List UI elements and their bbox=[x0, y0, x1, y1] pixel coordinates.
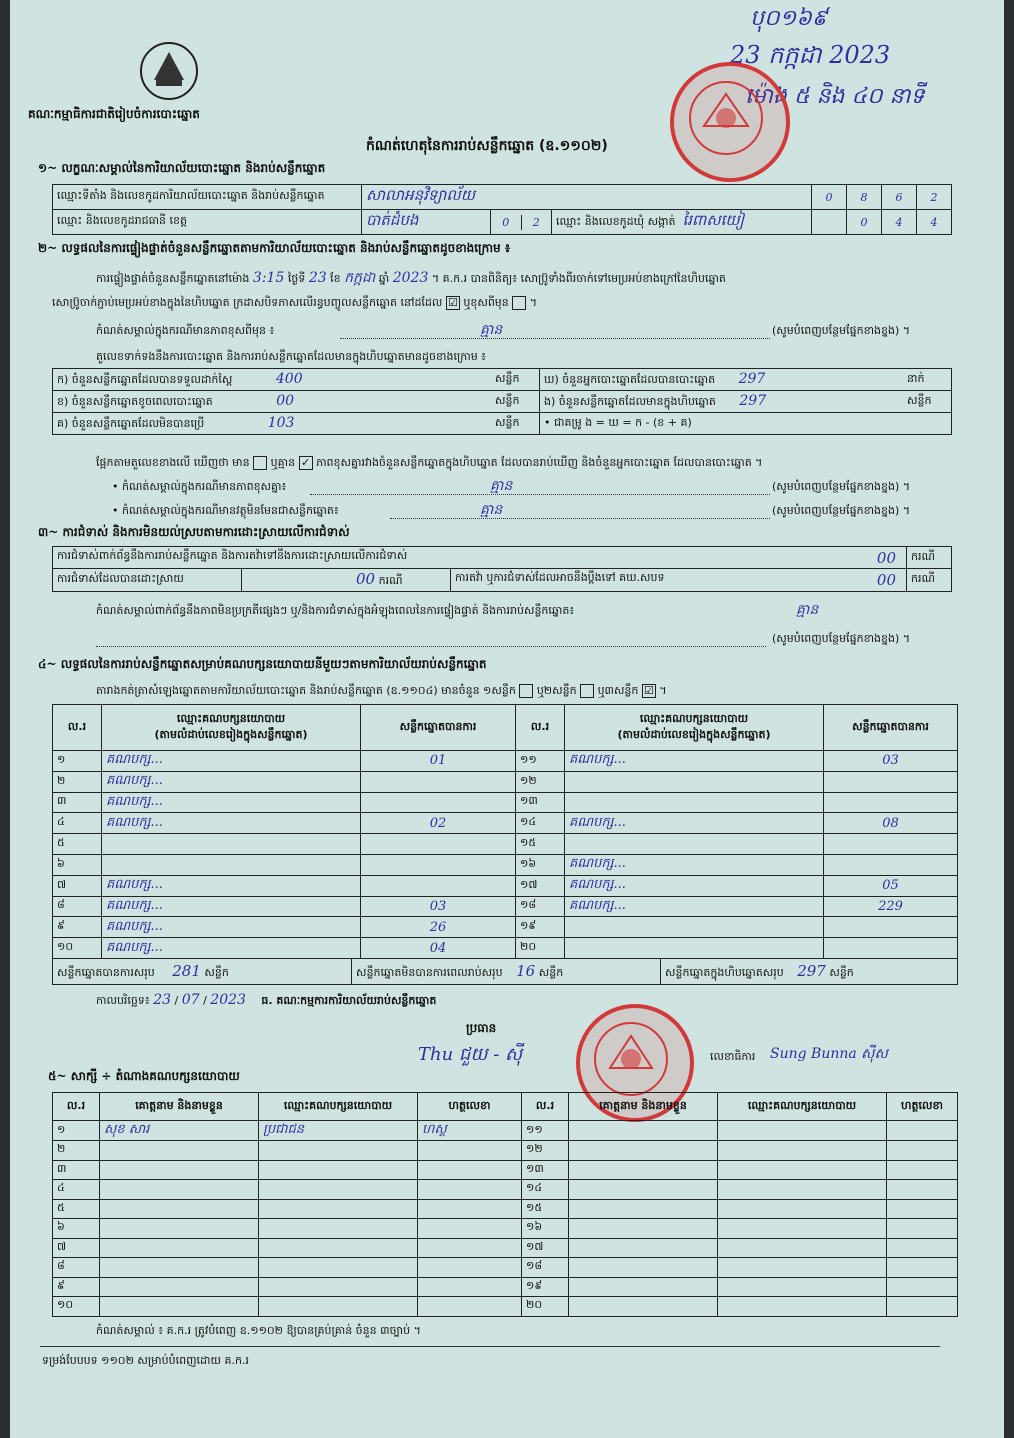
table-row bbox=[53, 875, 958, 896]
office-code-digit: 8 bbox=[847, 185, 882, 210]
witness-name bbox=[100, 1277, 259, 1297]
table-row bbox=[53, 938, 958, 959]
witness-number: ១៩ bbox=[522, 1277, 569, 1297]
ballots-received: 400 bbox=[275, 370, 303, 387]
commune-code-digit: 0 bbox=[847, 210, 882, 235]
office-code-digit: 6 bbox=[882, 185, 917, 210]
witness-name bbox=[100, 1297, 259, 1317]
party-name: គណបក្ស... bbox=[565, 875, 824, 896]
witness-name bbox=[100, 1258, 259, 1278]
invalid-total: 16 bbox=[516, 961, 536, 980]
party-name: គណបក្ស... bbox=[102, 751, 361, 772]
table-row bbox=[53, 1180, 958, 1200]
witness-signature bbox=[887, 1277, 958, 1297]
witness-party bbox=[718, 1199, 887, 1219]
formula: • ជាគម្រូ ង = ឃ = ក - (ខ + គ) bbox=[540, 413, 952, 435]
party-number: ១៧ bbox=[516, 875, 565, 896]
party-name bbox=[565, 834, 824, 855]
party-number: ១២ bbox=[516, 771, 565, 792]
section-1-table bbox=[52, 184, 952, 235]
witness-table: ល.រ គោត្តនាម និងនាមខ្លួន ឈ្មោះគណបក្សនយោបាយ ហត្ថលេខា ល.រ គោត្តនាម និងនាមខ្លួន ឈ្មោះគណបក្សនយោបាយ ហត្ថលេខា ១ សុខ សារ ប្រជាជន ហស្ថ ១១ ២ ១២ ៣ ១៣ ៤ ១៤ ៥ ១៥ ៦ ១៦ ៧ ១៧ ៨ ១៨ ៩ ១៩ ១០ ២០ bbox=[52, 1092, 958, 1317]
witness-number: ២ bbox=[53, 1141, 100, 1161]
witness-name bbox=[100, 1199, 259, 1219]
party-number: ២ bbox=[53, 771, 102, 792]
party-name: គណបក្ស... bbox=[102, 813, 361, 834]
note-hint: (សូមបំពេញបន្ថែមផ្នែកខាងខ្នង) ។ bbox=[772, 504, 911, 517]
note-change-label: កំណត់សម្គាល់ក្នុងករណីមានភាពខុសពីមុន ៖ bbox=[96, 324, 275, 337]
party-name bbox=[102, 854, 361, 875]
verify-year: 2023 bbox=[392, 270, 429, 286]
verify-month: កក្កដា bbox=[344, 270, 376, 286]
party-votes bbox=[361, 875, 516, 896]
table-row bbox=[53, 813, 958, 834]
unchanged-checkbox[interactable]: ☑ bbox=[446, 296, 460, 310]
nec-emblem-logo bbox=[138, 40, 200, 106]
org-name: គណៈកម្មាធិការជាតិរៀបចំការបោះឆ្នោត bbox=[28, 107, 200, 121]
witness-party bbox=[259, 1277, 418, 1297]
party-name: គណបក្ស... bbox=[102, 792, 361, 813]
witness-name bbox=[569, 1121, 718, 1141]
province-code-digit: 0 bbox=[491, 215, 521, 230]
note-diff-label: • កំណត់សម្គាល់ក្នុងករណីមានភាពខុសគ្នា៖ bbox=[112, 480, 287, 493]
one-sheet-checkbox[interactable] bbox=[519, 684, 533, 698]
witness-name bbox=[569, 1297, 718, 1317]
witness-signature bbox=[887, 1199, 958, 1219]
tally-sheets-line: តារាងកត់ត្រាសំឡេងឆ្នោតតាមការិយាល័យបោះឆ្នោត និងរាប់សន្លឹកឆ្នោត (ឧ.១១០៤) មានចំនួន ១សន្លឹក ឬ២សន្លឹក ឬ៣សន្លឹក ☑ ។ bbox=[96, 684, 667, 697]
table-row bbox=[53, 834, 958, 855]
witness-name bbox=[569, 1258, 718, 1278]
irregularities-note: កំណត់សម្គាល់ពាក់ព័ន្ធនឹងភាពមិនប្រក្រតីផ្សេងៗ ឬ/និងការជំទាស់ក្នុងអំឡុងពេលនៃការផ្ទៀងផ្ទាត់ និងការរាប់សន្លឹកឆ្នោត៖ bbox=[96, 604, 575, 617]
party-votes bbox=[361, 834, 516, 855]
party-name: គណបក្ស... bbox=[565, 813, 824, 834]
party-name: គណបក្ស... bbox=[565, 751, 824, 772]
witness-number: ២០ bbox=[522, 1297, 569, 1317]
verify-time: 3:15 bbox=[252, 270, 285, 286]
party-votes bbox=[824, 792, 958, 813]
province-value: បាត់ដំបង bbox=[362, 210, 491, 235]
witness-number: ៧ bbox=[53, 1238, 100, 1258]
party-number: ៣ bbox=[53, 792, 102, 813]
witness-party bbox=[718, 1219, 887, 1239]
commune-value: រៃពាសយៀ bbox=[682, 211, 745, 229]
party-number: ១១ bbox=[516, 751, 565, 772]
witness-name bbox=[569, 1160, 718, 1180]
party-votes bbox=[361, 771, 516, 792]
witness-signature bbox=[887, 1219, 958, 1239]
witness-name bbox=[569, 1180, 718, 1200]
date-month: 07 bbox=[181, 992, 200, 1008]
witness-party bbox=[259, 1141, 418, 1161]
witness-number: ១៣ bbox=[522, 1160, 569, 1180]
ballots-spoiled: 00 bbox=[276, 392, 295, 409]
witness-party bbox=[259, 1199, 418, 1219]
party-votes bbox=[824, 834, 958, 855]
voters-voted: 297 bbox=[738, 370, 766, 387]
party-name: គណបក្ស... bbox=[102, 875, 361, 896]
party-votes bbox=[361, 792, 516, 813]
handwritten-time: ម៉ោង ៥ និង ៤០ នាទី bbox=[745, 84, 925, 109]
party-votes: 26 bbox=[361, 917, 516, 938]
note-diff-value: គ្មាន bbox=[490, 478, 513, 494]
witness-party bbox=[718, 1160, 887, 1180]
handwritten-date: 23 កក្កដា 2023 bbox=[730, 41, 891, 69]
witness-party bbox=[718, 1180, 887, 1200]
witness-name bbox=[569, 1141, 718, 1161]
witness-name bbox=[569, 1219, 718, 1239]
table-row bbox=[53, 896, 958, 917]
witness-signature bbox=[418, 1160, 522, 1180]
office-code-digit: 2 bbox=[917, 185, 952, 210]
witness-number: ៣ bbox=[53, 1160, 100, 1180]
witness-party bbox=[259, 1219, 418, 1239]
secretary-label: លេខាធិការ bbox=[710, 1050, 756, 1063]
witness-signature bbox=[418, 1199, 522, 1219]
ballots-unused: 103 bbox=[267, 414, 295, 431]
secretary-signature: Sung Bunna ស៊ីស bbox=[770, 1046, 888, 1062]
office-name-label: ឈ្មោះទីតាំង និងលេខកូដការិយាល័យបោះឆ្នោត និងរាប់សន្លឹកឆ្នោត bbox=[53, 185, 362, 210]
party-name: គណបក្ស... bbox=[102, 771, 361, 792]
form-title: កំណត់ហេតុនៃការរាប់សន្លឹកឆ្នោត (ឧ.១១០២) bbox=[366, 138, 608, 154]
party-name bbox=[565, 792, 824, 813]
party-number: ១៦ bbox=[516, 854, 565, 875]
witness-party bbox=[718, 1141, 887, 1161]
objections-table: ការជំទាស់ពាក់ព័ន្ធនឹងការរាប់សន្លឹកឆ្នោត និងការតវ៉ាទៅនឹងការដោះស្រាយលើការជំទាស់ 00 ករណី ការជំទាស់ដែលបានដោះស្រាយ 00 ករណី ការតវ៉ា ឬការជំទាស់ដែលអាចនឹងប្តឹងទៅ គឃ.សបទ 00 ករណី bbox=[52, 546, 952, 592]
valid-total: 281 bbox=[172, 961, 201, 980]
witness-signature bbox=[418, 1277, 522, 1297]
totals-row: សន្លឹកឆ្នោតបានការសរុប 281 សន្លឹក សន្លឹកឆ្នោតមិនបានការពេលរាប់សរុប 16 សន្លឹក សន្លឹកឆ្នោតក្នុងហិបឆ្នោតសរុប 297 សន្លឹក bbox=[52, 958, 958, 985]
party-votes bbox=[824, 854, 958, 875]
table-row bbox=[53, 1219, 958, 1239]
party-name: គណបក្ស... bbox=[565, 896, 824, 917]
witness-party bbox=[718, 1121, 887, 1141]
witness-signature bbox=[887, 1141, 958, 1161]
witness-party bbox=[259, 1180, 418, 1200]
two-sheets-checkbox[interactable] bbox=[580, 684, 594, 698]
witness-party: ប្រជាជន bbox=[259, 1121, 418, 1141]
witness-signature bbox=[418, 1180, 522, 1200]
witness-party bbox=[718, 1238, 887, 1258]
witness-number: ១៥ bbox=[522, 1199, 569, 1219]
party-votes: 08 bbox=[824, 813, 958, 834]
commune-label: ឈ្មោះ និងលេខកូដឃុំ សង្កាត់ bbox=[556, 215, 676, 228]
irregularities-value: គ្មាន bbox=[796, 602, 819, 618]
witness-signature bbox=[887, 1180, 958, 1200]
witness-number: ១ bbox=[53, 1121, 100, 1141]
party-name: គណបក្ស... bbox=[102, 896, 361, 917]
party-name bbox=[102, 834, 361, 855]
party-votes: 229 bbox=[824, 896, 958, 917]
party-votes: 02 bbox=[361, 813, 516, 834]
party-votes bbox=[361, 854, 516, 875]
party-number: ៤ bbox=[53, 813, 102, 834]
table-row bbox=[53, 1160, 958, 1180]
party-number: ១០ bbox=[53, 938, 102, 959]
witness-number: ១៤ bbox=[522, 1180, 569, 1200]
witness-number: ១១ bbox=[522, 1121, 569, 1141]
party-votes bbox=[824, 938, 958, 959]
commune-code-digit: 4 bbox=[882, 210, 917, 235]
party-number: ១៣ bbox=[516, 792, 565, 813]
date-day: 23 bbox=[153, 992, 172, 1008]
witness-name: សុខ សារ bbox=[100, 1121, 259, 1141]
witness-name bbox=[100, 1141, 259, 1161]
witness-name bbox=[100, 1219, 259, 1239]
table-row bbox=[53, 792, 958, 813]
witness-number: ៤ bbox=[53, 1180, 100, 1200]
party-name: គណបក្ស... bbox=[102, 938, 361, 959]
party-number: ៧ bbox=[53, 875, 102, 896]
witness-party bbox=[259, 1160, 418, 1180]
party-number: ១ bbox=[53, 751, 102, 772]
chair-title: ប្រធាន bbox=[466, 1021, 497, 1035]
witness-number: ៩ bbox=[53, 1277, 100, 1297]
table-row bbox=[53, 1297, 958, 1317]
witness-number: ៥ bbox=[53, 1199, 100, 1219]
witness-party bbox=[259, 1238, 418, 1258]
note-hint: (សូមបំពេញបន្ថែមផ្នែកខាងខ្នង) ។ bbox=[772, 480, 911, 493]
section-5-heading: ៥~ សាក្សី ÷ តំណាងគណបក្សនយោបាយ bbox=[48, 1069, 240, 1083]
party-name bbox=[565, 938, 824, 959]
party-number: ២០ bbox=[516, 938, 565, 959]
three-sheets-checkbox[interactable]: ☑ bbox=[642, 684, 656, 698]
party-number: ១៤ bbox=[516, 813, 565, 834]
seal-line: សោប្រ៊ូចាក់ភ្ជាប់មេប្រអប់ខាងក្នុងនៃហិបឆ្នោត ក្រដាសបិទភាសលើរន្ធបញ្ចូលសន្លឹកឆ្នោត នៅដដែល ☑ ឬខុសពីមុន ។ bbox=[52, 296, 538, 309]
province-code-digit: 2 bbox=[532, 215, 540, 229]
note-foreign-value: គ្មាន bbox=[480, 502, 503, 518]
party-number: ១៥ bbox=[516, 834, 565, 855]
note-change-value: គ្មាន bbox=[480, 322, 503, 338]
party-votes: 03 bbox=[824, 751, 958, 772]
official-stamp-top bbox=[670, 62, 790, 182]
witness-party bbox=[718, 1297, 887, 1317]
witness-number: ១០ bbox=[53, 1297, 100, 1317]
appeals-count: 00 bbox=[876, 571, 896, 589]
date-year: 2023 bbox=[210, 992, 246, 1008]
province-label: ឈ្មោះ និងលេខកូដរាជធានី ខេត្ត bbox=[53, 210, 362, 235]
party-number: ៨ bbox=[53, 896, 102, 917]
witness-signature bbox=[887, 1238, 958, 1258]
party-results-table: ល.រ ឈ្មោះគណបក្សនយោបាយ (តាមលំដាប់លេខរៀងក្នុងសន្លឹកឆ្នោត) សន្លឹកឆ្នោតបានការ ល.រ ឈ្មោះគណបក្សនយោបាយ (តាមលំដាប់លេខរៀងក្នុងសន្លឹកឆ្នោត) សន្លឹកឆ្នោតបានការ ១ គណបក្ស... 01 ១១ គណបក្ស... 03 ២ គណបក្ស... ១២ ៣ គណបក្ស... ១៣ ៤ គណបក្ស... 02 ១៤ គណបក្ស... 08 ៥ ១៥ ៦ ១៦ គណបក្ស... ៧ គណបក្ស... ១៧ គណបក្ស... 05 ៨ គណបក្ស... 03 ១៨ គណបក្ស... 229 ៩ គណបក្ស... 26 ១៩ ១០ គណបក្ស... 04 ២០ bbox=[52, 704, 958, 959]
witness-number: ១៧ bbox=[522, 1238, 569, 1258]
witness-name bbox=[100, 1238, 259, 1258]
witness-name bbox=[569, 1238, 718, 1258]
witness-signature bbox=[418, 1238, 522, 1258]
commune-code-digit: 4 bbox=[917, 210, 952, 235]
box-total: 297 bbox=[797, 961, 826, 980]
party-votes: 04 bbox=[361, 938, 516, 959]
party-name: គណបក្ស... bbox=[102, 917, 361, 938]
figures-intro: តួលេខទាក់ទងនឹងការបោះឆ្នោត និងការរាប់សន្លឹកឆ្នោតដែលមានក្នុងហិបឆ្នោតមានដូចខាងក្រោម ៖ bbox=[96, 350, 487, 363]
witness-signature bbox=[887, 1258, 958, 1278]
witness-name bbox=[100, 1160, 259, 1180]
witness-number: ១៦ bbox=[522, 1219, 569, 1239]
witness-party bbox=[718, 1277, 887, 1297]
handwritten-ref: បុ០១៦៩ bbox=[750, 6, 828, 31]
party-votes: 05 bbox=[824, 875, 958, 896]
table-row bbox=[53, 1238, 958, 1258]
party-votes bbox=[824, 917, 958, 938]
witness-name bbox=[569, 1199, 718, 1219]
table-row bbox=[53, 751, 958, 772]
party-number: ៥ bbox=[53, 834, 102, 855]
resolved-count: 00 bbox=[356, 570, 376, 588]
witness-signature bbox=[418, 1219, 522, 1239]
office-code-digit: 0 bbox=[812, 185, 847, 210]
note-hint: (សូមបំពេញបន្ថែមផ្នែកខាងខ្នង) ។ bbox=[772, 324, 911, 337]
table-row bbox=[53, 917, 958, 938]
objections-count: 00 bbox=[876, 548, 896, 567]
table-row bbox=[53, 1121, 958, 1141]
verify-day: 23 bbox=[308, 270, 327, 286]
witness-party bbox=[718, 1258, 887, 1278]
form-page bbox=[10, 0, 1004, 1438]
table-row bbox=[53, 1277, 958, 1297]
verification-line: ការផ្ទៀងផ្ទាត់ចំនួនសន្លឹកឆ្នោតនៅម៉ោង 3:15 ថ្ងៃទី 23 ខែ កក្កដា ឆ្នាំ 2023 ។ គ.ក.រ បានពិនិត្យ៖ សោប្រ៊ូទាំងពីរចាក់ទៅមេប្រអប់ខាងក្រៅនៃហិបឆ្នោត bbox=[96, 270, 726, 286]
witness-signature: ហស្ថ bbox=[418, 1121, 522, 1141]
witness-note: កំណត់សម្គាល់ ៖ គ.ក.រ ត្រូវបំពេញ ឧ.១១០២ ឱ្យបានគ្រប់គ្រាន់ ចំនួន ៣ច្បាប់ ។ bbox=[96, 1324, 421, 1337]
witness-signature bbox=[418, 1141, 522, 1161]
table-row bbox=[53, 1141, 958, 1161]
date-line: កាលបរិច្ឆេទ៖ 23 / 07 / 2023 ធ. គណៈកម្មការការិយាល័យរាប់សន្លឹកឆ្នោត bbox=[96, 992, 437, 1008]
witness-signature bbox=[887, 1297, 958, 1317]
witness-party bbox=[259, 1297, 418, 1317]
discrepancy-line: ផ្អែកតាមតួលេខខាងលើ ឃើញថា មាន ឬគ្មាន ✓ ភាពខុសគ្នារវាងចំនួនសន្លឹកឆ្នោតក្នុងហិបឆ្នោត ដែលបានរាប់ឃើញ និងចំនួនអ្នកបោះឆ្នោត ដែលបានបោះឆ្នោត ។ bbox=[96, 456, 763, 469]
figures-table: ក) ចំនួនសន្លឹកឆ្នោតដែលបានទទួលដាក់ស្ពៃ 400 សន្លឹក ឃ) ចំនួនអ្នកបោះឆ្នោតដែលបានបោះឆ្នោត 297 នាក់ ខ) ចំនួនសន្លឹកឆ្នោតខូចពេលបោះឆ្នោត 00 សន្លឹក ង) ចំនួនសន្លឹកឆ្នោតដែលមានក្នុងហិបឆ្នោត 297 សន្លឹក គ) ចំនួនសន្លឹកឆ្នោតដែលមិនបានប្រើ 103 សន្លឹក • ជាគម្រូ ង = ឃ = ក - (ខ + គ) bbox=[52, 368, 952, 435]
witness-name bbox=[100, 1180, 259, 1200]
section-2-heading: ២~ លទ្ធផលនៃការផ្ទៀងផ្ទាត់ចំនួនសន្លឹកឆ្នោតតាមការិយាល័យបោះឆ្នោត និងរាប់សន្លឹកឆ្នោតដូចខាងក្រោម ៖ bbox=[38, 241, 511, 255]
party-number: ១៩ bbox=[516, 917, 565, 938]
party-number: ១៨ bbox=[516, 896, 565, 917]
witness-number: ៨ bbox=[53, 1258, 100, 1278]
witness-number: ១៨ bbox=[522, 1258, 569, 1278]
witness-number: ៦ bbox=[53, 1219, 100, 1239]
witness-signature bbox=[887, 1121, 958, 1141]
section-3-heading: ៣~ ការជំទាស់ និងការមិនយល់ស្របតាមការដោះស្រាយលើការជំទាស់ bbox=[38, 525, 350, 539]
note-hint: (សូមបំពេញបន្ថែមផ្នែកខាងខ្នង) ។ bbox=[772, 632, 911, 645]
table-row bbox=[53, 1199, 958, 1219]
party-number: ៩ bbox=[53, 917, 102, 938]
party-votes bbox=[824, 771, 958, 792]
witness-name bbox=[569, 1277, 718, 1297]
party-name: គណបក្ស... bbox=[565, 854, 824, 875]
section-4-heading: ៤~ លទ្ធផលនៃការរាប់សន្លឹកឆ្នោតសម្រាប់គណបក្សនយោបាយនីមួយៗតាមការិយាល័យរាប់សន្លឹកឆ្នោត bbox=[38, 657, 487, 671]
party-name bbox=[565, 771, 824, 792]
witness-signature bbox=[887, 1160, 958, 1180]
office-name-value: សាលាអនុវិទ្យាល័យ bbox=[362, 185, 812, 210]
chair-signature: Thu ជួយ - ស៊ី bbox=[418, 1044, 523, 1065]
party-votes: 01 bbox=[361, 751, 516, 772]
note-foreign-label: • កំណត់សម្គាល់ក្នុងករណីមានវត្ថុមិនមែនជាសន្លឹកឆ្នោត៖ bbox=[112, 504, 339, 517]
discrepancy-no-checkbox[interactable]: ✓ bbox=[299, 456, 313, 470]
ballots-in-box: 297 bbox=[739, 392, 767, 409]
witness-signature bbox=[418, 1258, 522, 1278]
party-number: ៦ bbox=[53, 854, 102, 875]
table-row bbox=[53, 771, 958, 792]
party-votes: 03 bbox=[361, 896, 516, 917]
party-name bbox=[565, 917, 824, 938]
form-footer: ទម្រង់បែបបទ ១១០២ សម្រាប់បំពេញដោយ គ.ក.រ bbox=[42, 1354, 249, 1367]
table-row bbox=[53, 854, 958, 875]
witness-signature bbox=[418, 1297, 522, 1317]
table-row bbox=[53, 1258, 958, 1278]
changed-checkbox[interactable] bbox=[512, 296, 526, 310]
section-1-heading: ១~ លក្ខណៈសម្គាល់នៃការិយាល័យបោះឆ្នោត និងរាប់សន្លឹកឆ្នោត bbox=[38, 161, 326, 175]
discrepancy-yes-checkbox[interactable] bbox=[253, 456, 267, 470]
witness-number: ១២ bbox=[522, 1141, 569, 1161]
witness-party bbox=[259, 1258, 418, 1278]
